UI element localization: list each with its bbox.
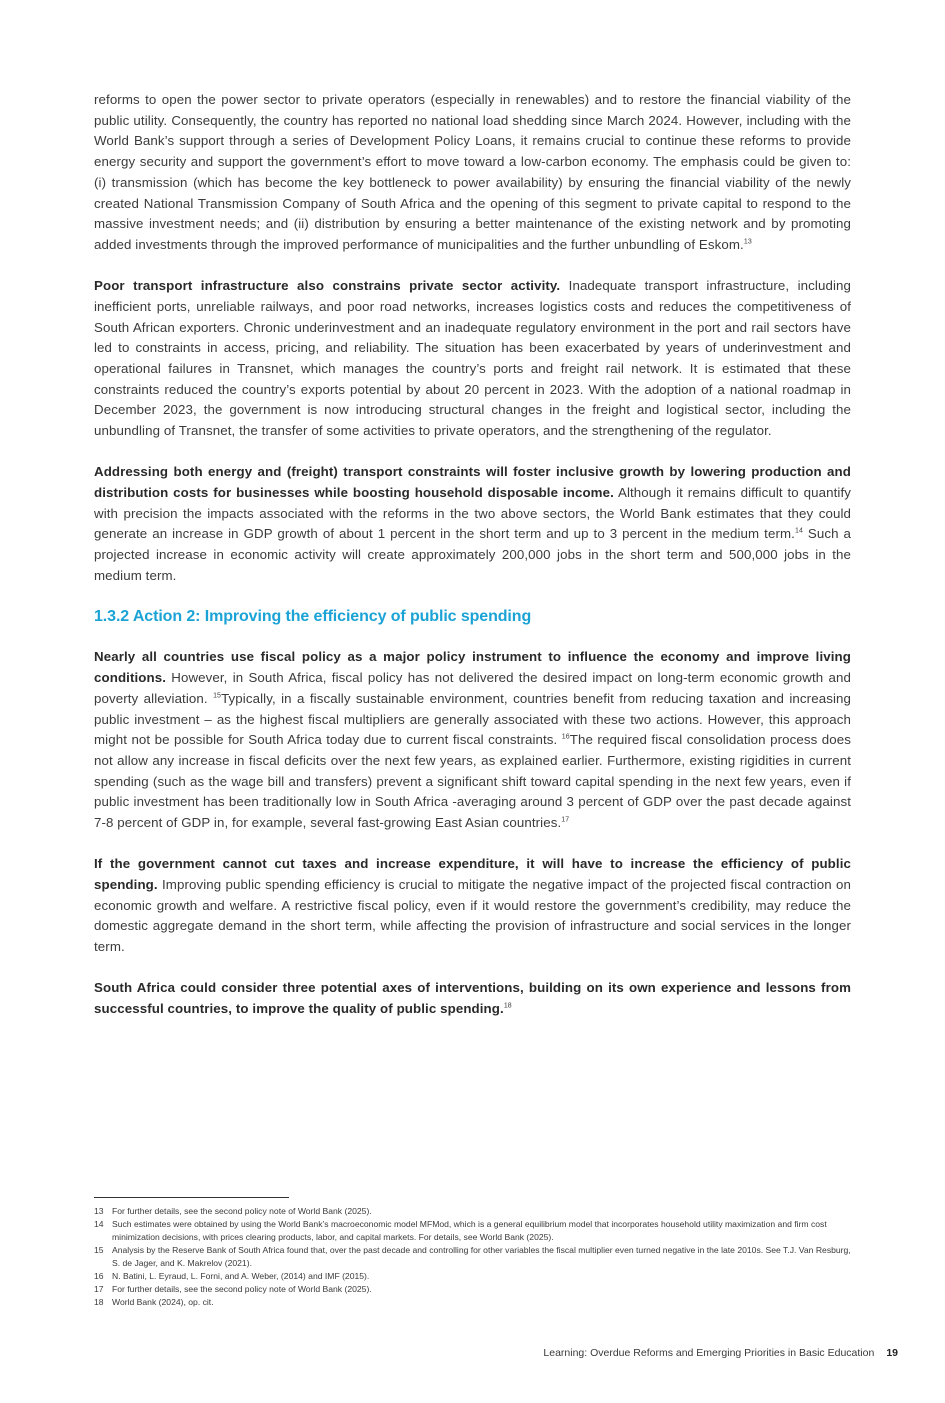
footnote-item: [94, 1296, 851, 1309]
footnote-item: [94, 1270, 851, 1283]
footnote-ref-16[interactable]: 16: [561, 733, 570, 741]
paragraph-text: However, in South Africa, fiscal policy has not delivered the desired impact on long-term economic growth and poverty alleviation.: [94, 670, 851, 706]
paragraph-text: The required fiscal consolidation process does not allow any increase in fiscal deficits over the next few years, as explained earlier. Furthermore, existing rigidities in current spending (such as the wage bill and transfers) prevent a significant shift toward capital spending in the next few years, even if public investment has been traditionally low in South Africa -averaging around 3 percent of GDP over the past decade against 7-8 percent of GDP in, for example, several fast-growing East Asian countries.: [94, 732, 852, 831]
footnote-text: N. Batini, L. Eyraud, L. Forni, and A. Weber, (2014) and IMF (2015).: [112, 1271, 370, 1281]
footnote-text: Analysis by the Reserve Bank of South Africa found that, over the past decade and controlling for other variables the fiscal multiplier even turned negative in the late 2010s. See T.J. Van Resburg, S. de Jager, and K. Makrelov (2021).: [112, 1245, 851, 1268]
paragraph-growth-impact: [94, 462, 851, 586]
paragraph-text: reforms to open the power sector to private operators (especially in renewables) and to restore the financial viability of the public utility. Consequently, the country has reported no national load shedding since March 2024. However, including with the World Bank’s support through a series of Development Policy Loans, it remains crucial to continue these reforms to provide energy security and support the government’s effort to move toward a low-carbon economy. The emphasis could be given to: (i) transmission (which has become the key bottleneck to power availability) by ensuring the financial viability of the newly created National Transmission Company of South Africa and the opening of this segment to private capital to respond to the massive investment needs; and (ii) distribution by ensuring a better maintenance of the existing network and by promoting added investments through the improved performance of municipalities and the further unbundling of Eskom.: [94, 92, 851, 252]
footnote-number: 13: [94, 1206, 104, 1216]
page-number: 19: [886, 1347, 898, 1359]
footnote-text: For further details, see the second policy note of World Bank (2025).: [112, 1284, 372, 1294]
paragraph-text: Such a projected increase in economic activity will create approximately 200,000 jobs in the short term and 500,000 jobs in the medium term.: [94, 526, 852, 583]
footnote-ref-14[interactable]: 14: [794, 527, 803, 535]
paragraph-efficiency: [94, 854, 851, 958]
footnote-item: [94, 1244, 851, 1270]
paragraph-lead: Poor transport infrastructure also constrains private sector activity.: [94, 278, 561, 294]
paragraph-energy-reforms: [94, 90, 851, 256]
paragraph-lead: South Africa could consider three potential axes of interventions, building on its own experience and lessons from successful countries, to improve the quality of public spending.: [94, 980, 851, 1017]
running-title: Learning: Overdue Reforms and Emerging Priorities in Basic Education: [543, 1347, 875, 1359]
footnote-text: Such estimates were obtained by using the World Bank’s macroeconomic model MFMod, which is a general equilibrium model that incorporates household utility maximization and firm cost minimization decisions, with prices clearing products, labor, and capital markets. For details, see World Bank (2025).: [112, 1219, 827, 1242]
footnote-number: 17: [94, 1284, 104, 1294]
page-footer: [543, 1347, 898, 1359]
footnote-number: 15: [94, 1245, 104, 1255]
footnote-ref-15[interactable]: 15: [213, 692, 222, 700]
footnote-ref-18[interactable]: 18: [503, 1002, 512, 1010]
footnote-number: 16: [94, 1271, 104, 1281]
footnote-item: [94, 1283, 851, 1296]
paragraph-text: Although it remains difficult to quantify with precision the impacts associated with the reforms in the two above sectors, the World Bank estimates that they could generate an increase in GDP growth of about 1 percent in the short term and up to 3 percent in the medium term.: [94, 484, 851, 542]
footnote-ref-13[interactable]: 13: [743, 238, 752, 246]
paragraph-lead: Nearly all countries use fiscal policy as a major policy instrument to influence the economy and improve living conditions.: [94, 649, 851, 686]
footnote-text: For further details, see the second policy note of World Bank (2025).: [112, 1206, 372, 1216]
footnote-number: 14: [94, 1219, 104, 1229]
footnotes: [94, 1205, 851, 1309]
footnote-text: World Bank (2024), op. cit.: [112, 1297, 214, 1307]
footnote-ref-17[interactable]: 17: [561, 816, 570, 824]
section-heading: 1.3.2 Action 2: Improving the efficiency of public spending: [94, 607, 532, 625]
paragraph-text: Inadequate transport infrastructure, including inefficient ports, unreliable railways, and poor road networks, increases logistics costs and reduces the competitiveness of South African exporters. Chronic underinvestment and an inadequate regulatory environment in the port and rail sectors have led to constraints in access, pricing, and reliability. The situation has been exacerbated by years of underinvestment and operational failures in Transnet, which manages the country’s ports and freight rail network. It is estimated that these constraints reduced the country’s exports potential by about 20 percent in 2023. With the adoption of a national roadmap in December 2023, the government is now introducing structural changes in the freight and logistical sector, including the unbundling of Transnet, the transfer of some activities to private operators, and the strengthening of the regulator.: [94, 278, 852, 439]
paragraph-transport: [94, 276, 851, 442]
footnote-item: [94, 1218, 851, 1244]
paragraph-lead: Addressing both energy and (freight) transport constraints will foster inclusive growth by lowering production and distribution costs for businesses while boosting household disposable income.: [94, 464, 851, 500]
paragraph-text: Improving public spending efficiency is crucial to mitigate the negative impact of the projected fiscal contraction on economic growth and welfare. A restrictive fiscal policy, even if it would restore the government’s credibility, may reduce the domestic aggregate demand in the short term, while affecting the provision of infrastructure and social services in the longer term.: [94, 877, 851, 955]
footnote-number: 18: [94, 1297, 104, 1307]
paragraph-fiscal-policy: [94, 647, 851, 833]
paragraph-text: Typically, in a fiscally sustainable environment, countries benefit from reducing taxation and increasing public investment – as the highest fiscal multipliers are generally associated with these two actions. However, this approach might not be possible for South Africa today due to current fiscal constraints.: [94, 690, 851, 748]
footnote-divider: [94, 1197, 289, 1198]
paragraph-lead: If the government cannot cut taxes and increase expenditure, it will have to increase the efficiency of public spending.: [94, 856, 851, 892]
page-body: [94, 90, 851, 1020]
footnote-item: [94, 1205, 851, 1218]
paragraph-three-axes: [94, 978, 851, 1019]
